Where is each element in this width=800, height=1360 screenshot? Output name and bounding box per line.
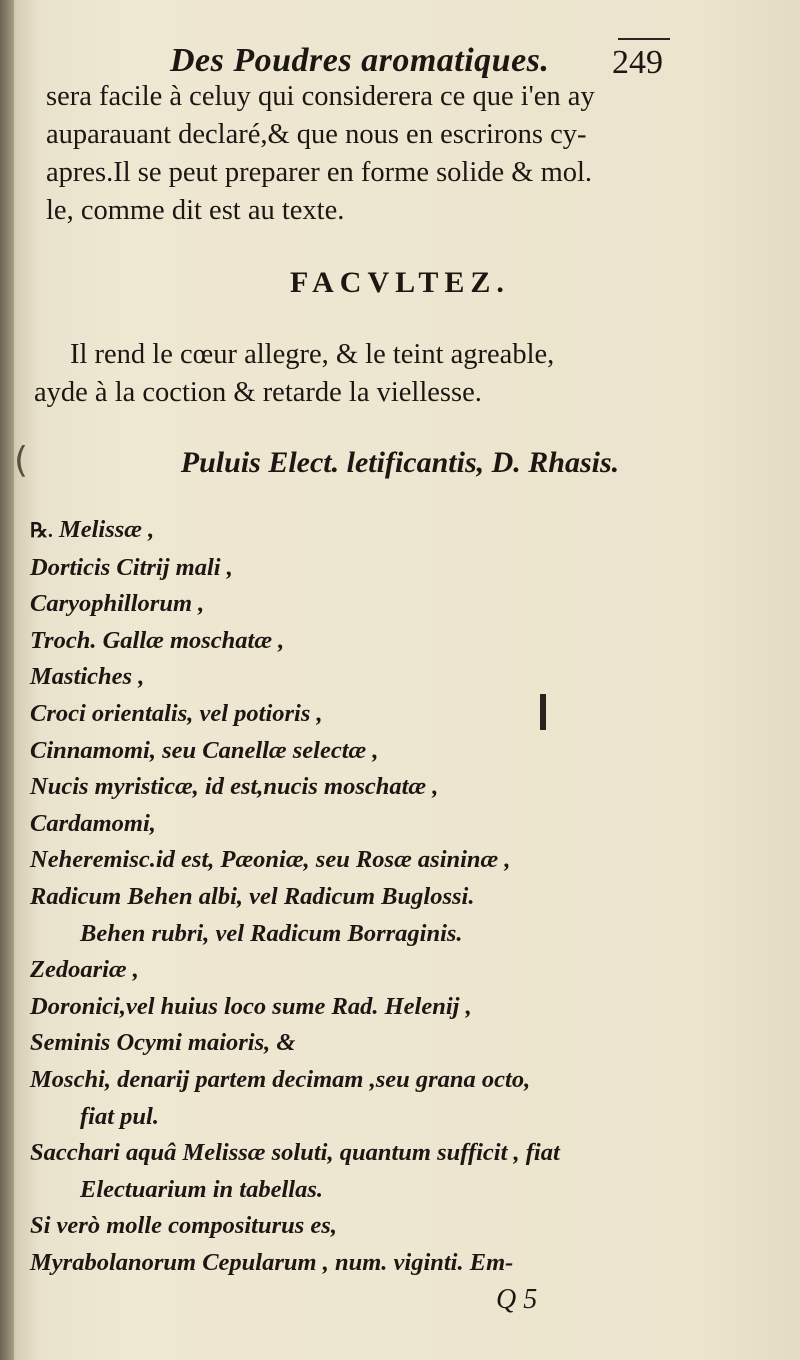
recipe-line: Myrabolanorum Cepularum , num. viginti. Em- [30,1248,514,1276]
recipe-line: Cardamomi, [30,809,156,837]
section-heading: FACVLTEZ. [290,266,510,299]
running-title: Des Poudres aromatiques. [170,42,550,79]
text-line: apres.Il se peut preparer en forme solide & mol. [46,157,593,188]
text-line: le, comme dit est au texte. [46,195,345,226]
margin-printer-mark [540,694,558,730]
intro-paragraph [46,78,696,230]
recipe-line: Croci orientalis, vel potioris , [30,699,323,727]
recipe-line: Si verò molle compositurus es, [30,1212,337,1240]
recipe-line: Behen rubri, vel Radicum Borraginis. [80,919,463,947]
recipe-line: Seminis Ocymi maioris, & [30,1029,296,1057]
recipe-line: Moschi, denarij partem decimam ,seu grana octo, [30,1065,531,1093]
text-line: ayde à la coction & retarde la viellesse. [34,377,482,408]
text-line: auparauant declaré,& que nous en escrirons cy- [46,119,587,150]
recipe-line: fiat pul. [80,1102,159,1130]
ingredient: Melissæ , [58,516,155,543]
page-number-rule [618,38,670,40]
recipe-line: Caryophillorum , [30,590,205,618]
facultez-paragraph [34,336,714,412]
text-line: sera facile à celuy qui considerera ce que i'en ay [46,81,595,112]
page-number: 249 [612,44,663,81]
recipe-line: Neheremisc.id est, Pæoniæ, seu Rosæ asininæ , [30,846,511,874]
recipe-title: Puluis Elect. letificantis, D. Rhasis. [180,446,620,479]
page-gutter [0,0,14,1360]
recipe-line: Doronici,vel huius loco sume Rad. Helenij , [30,992,472,1020]
margin-bracket-mark: ( [14,440,29,481]
recipe-line: Troch. Gallæ moschatæ , [30,626,285,654]
recipe-line [30,512,730,550]
recipe-line: Electuarium in tabellas. [80,1175,323,1203]
signature-mark: Q 5 [496,1284,538,1315]
recipe-line: Radicum Behen albi, vel Radicum Buglossi. [30,882,475,910]
recipe-line: Mastiches , [30,663,145,691]
recipe-line: Nucis myristicæ, id est,nucis moschatæ , [30,773,439,801]
recipe-line: Zedoariæ , [30,956,139,984]
rx-symbol: ℞. [30,520,53,542]
recipe-line: Sacchari aquâ Melissæ soluti, quantum sufficit , fiat [30,1139,560,1167]
recipe-line: Dorticis Citrij mali , [30,553,233,581]
text-line: Il rend le cœur allegre, & le teint agreable, [70,339,555,370]
recipe-list [30,512,730,1281]
recipe-line: Cinnamomi, seu Canellæ selectæ , [30,736,379,764]
